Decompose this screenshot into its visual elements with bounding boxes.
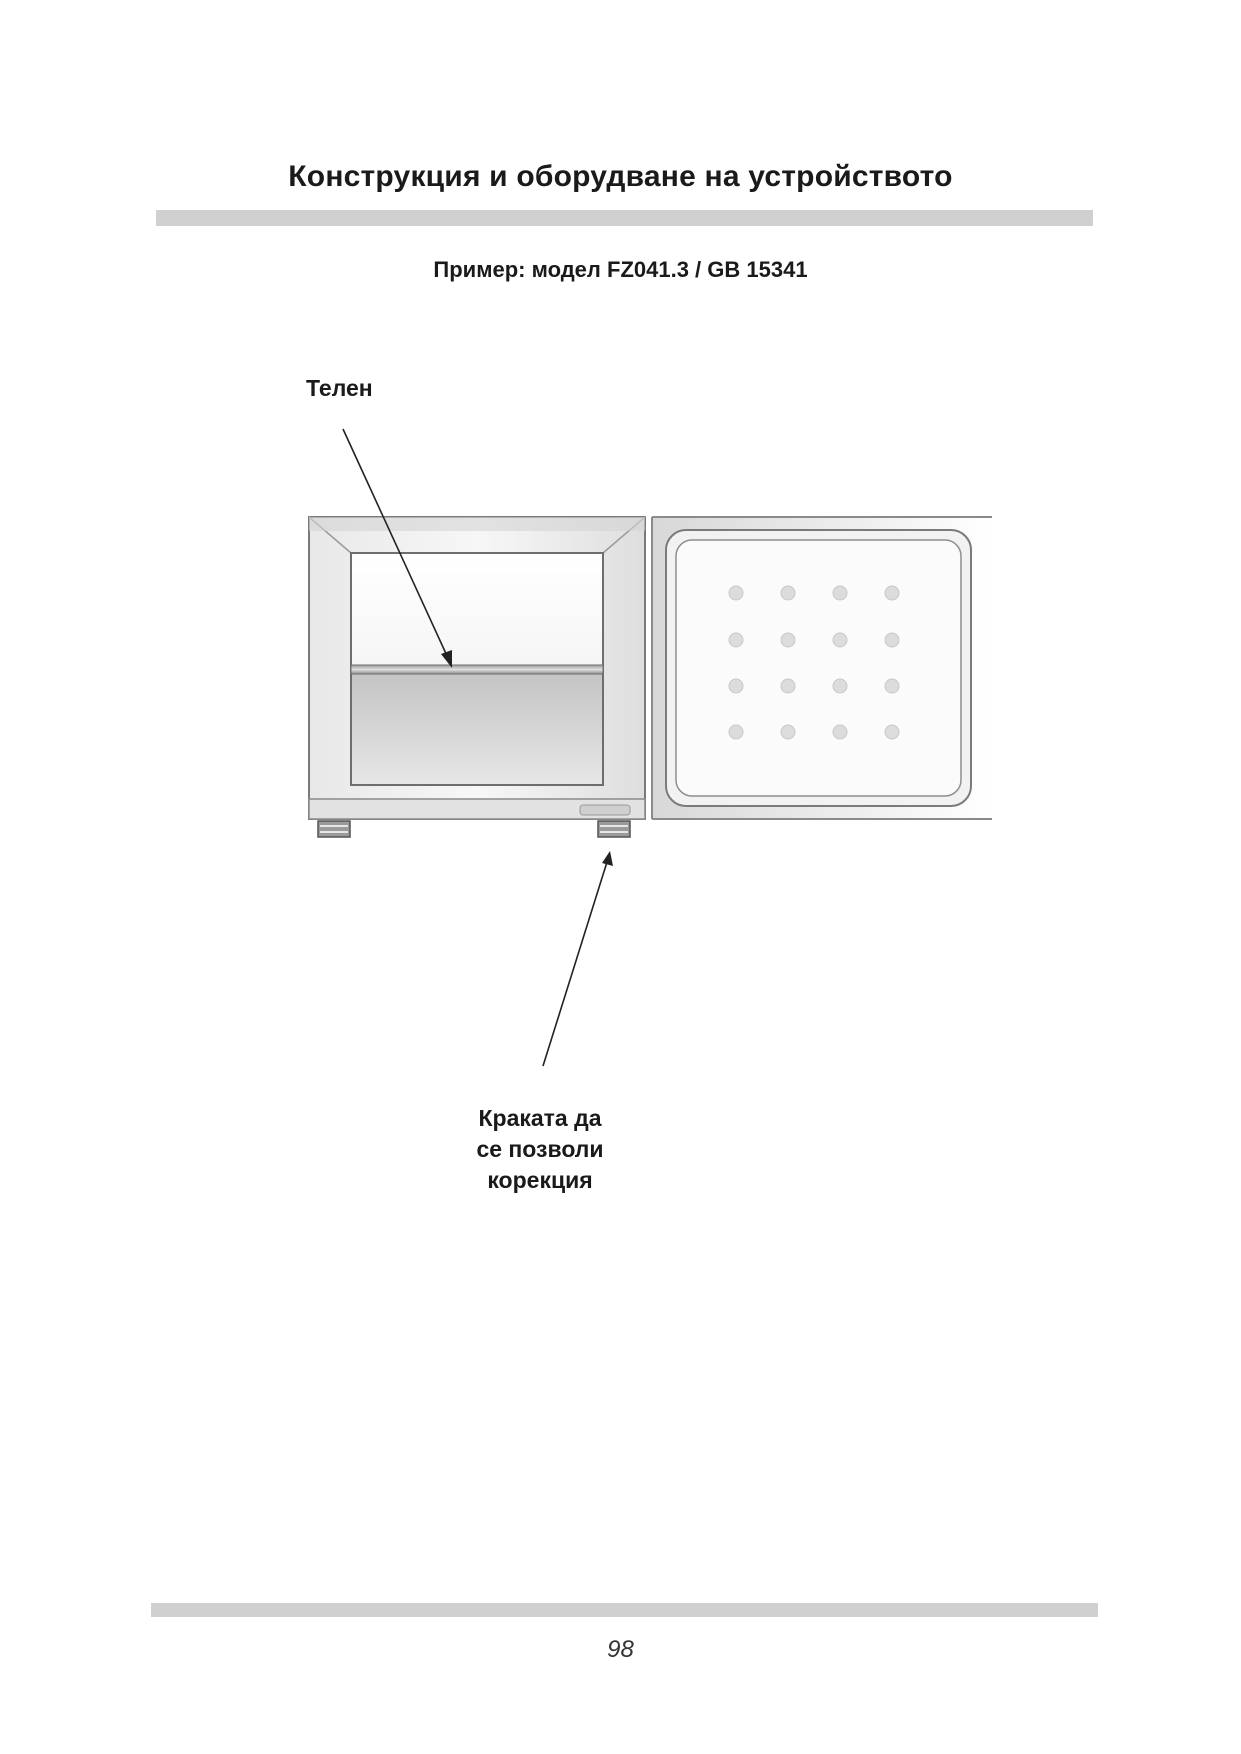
feet-label-line: корекция xyxy=(487,1167,593,1193)
footer-divider xyxy=(151,1603,1098,1617)
open-door xyxy=(652,517,992,819)
page-title: Конструкция и оборудване на устройството xyxy=(288,160,953,193)
model-subtitle: Пример: модел FZ041.3 / GB 15341 xyxy=(433,257,808,282)
inner-compartment xyxy=(351,553,603,785)
page-number: 98 xyxy=(607,1636,634,1663)
adjustable-feet xyxy=(318,821,630,837)
thermostat-label: Телен xyxy=(306,375,373,401)
feet-label xyxy=(430,1103,650,1196)
feet-label-line: се позволи xyxy=(476,1136,604,1162)
feet-label-line: Краката да xyxy=(478,1105,602,1131)
